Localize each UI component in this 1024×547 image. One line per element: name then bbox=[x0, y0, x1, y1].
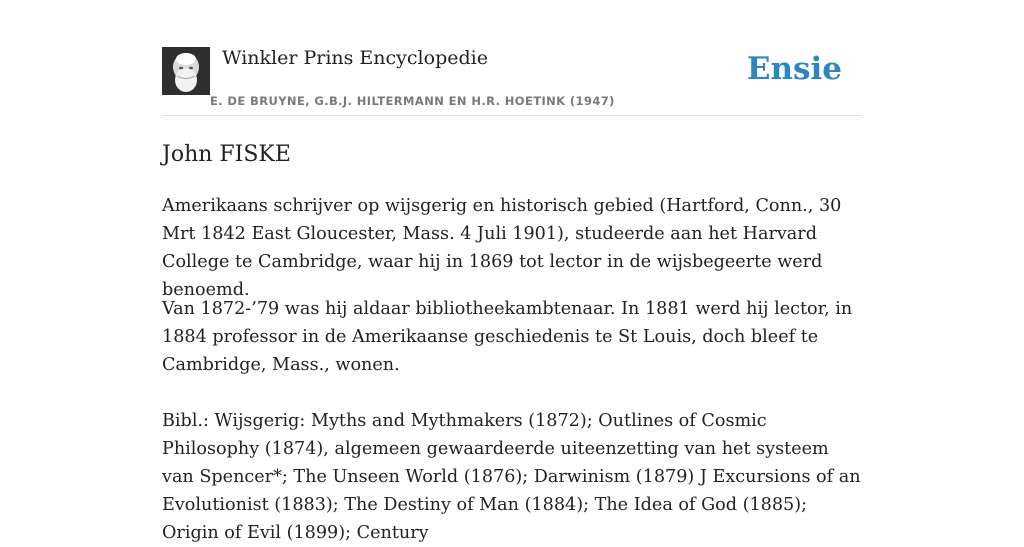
site-title[interactable]: Winkler Prins Encyclopedie bbox=[222, 47, 488, 69]
bibliography-paragraph: Bibl.: Wijsgerig: Myths and Mythmakers (1872); Outlines of Cosmic Philosophy (1874), algemeen gewaardeerde uiteenzetting van het systeem van Spencer*; The Unseen World (1876); Darwinism (1879) J Excursions of an Evolutionist (1883); The Destiny of Man (1884); The Idea of God (1885); Origin of Evil (1899); Century bbox=[162, 411, 861, 543]
author-avatar[interactable] bbox=[162, 47, 210, 95]
portrait-icon bbox=[162, 47, 210, 95]
article-paragraph: Van 1872-’79 was hij aldaar bibliotheekambtenaar. In 1881 werd hij lector, in 1884 professor in de Amerikaanse geschiedenis te St Louis, doch bleef te Cambridge, Mass., wonen. bbox=[162, 299, 853, 375]
authors-credit: E. DE BRUYNE, G.B.J. HILTERMANN EN H.R. HOETINK (1947) bbox=[210, 94, 615, 108]
article-title: John FISKE bbox=[162, 142, 291, 167]
brand-logo[interactable]: Ensie bbox=[746, 51, 842, 87]
page bbox=[162, 0, 862, 543]
article-paragraph: Amerikaans schrijver op wijsgerig en historisch gebied (Hartford, Conn., 30 Mrt 1842 East Gloucester, Mass. 4 Juli 1901), studeerde aan het Harvard College te Cambridge, waar hij in 1869 tot lector in de wijsbegeerte werd benoemd. bbox=[162, 196, 842, 300]
header bbox=[162, 0, 862, 116]
